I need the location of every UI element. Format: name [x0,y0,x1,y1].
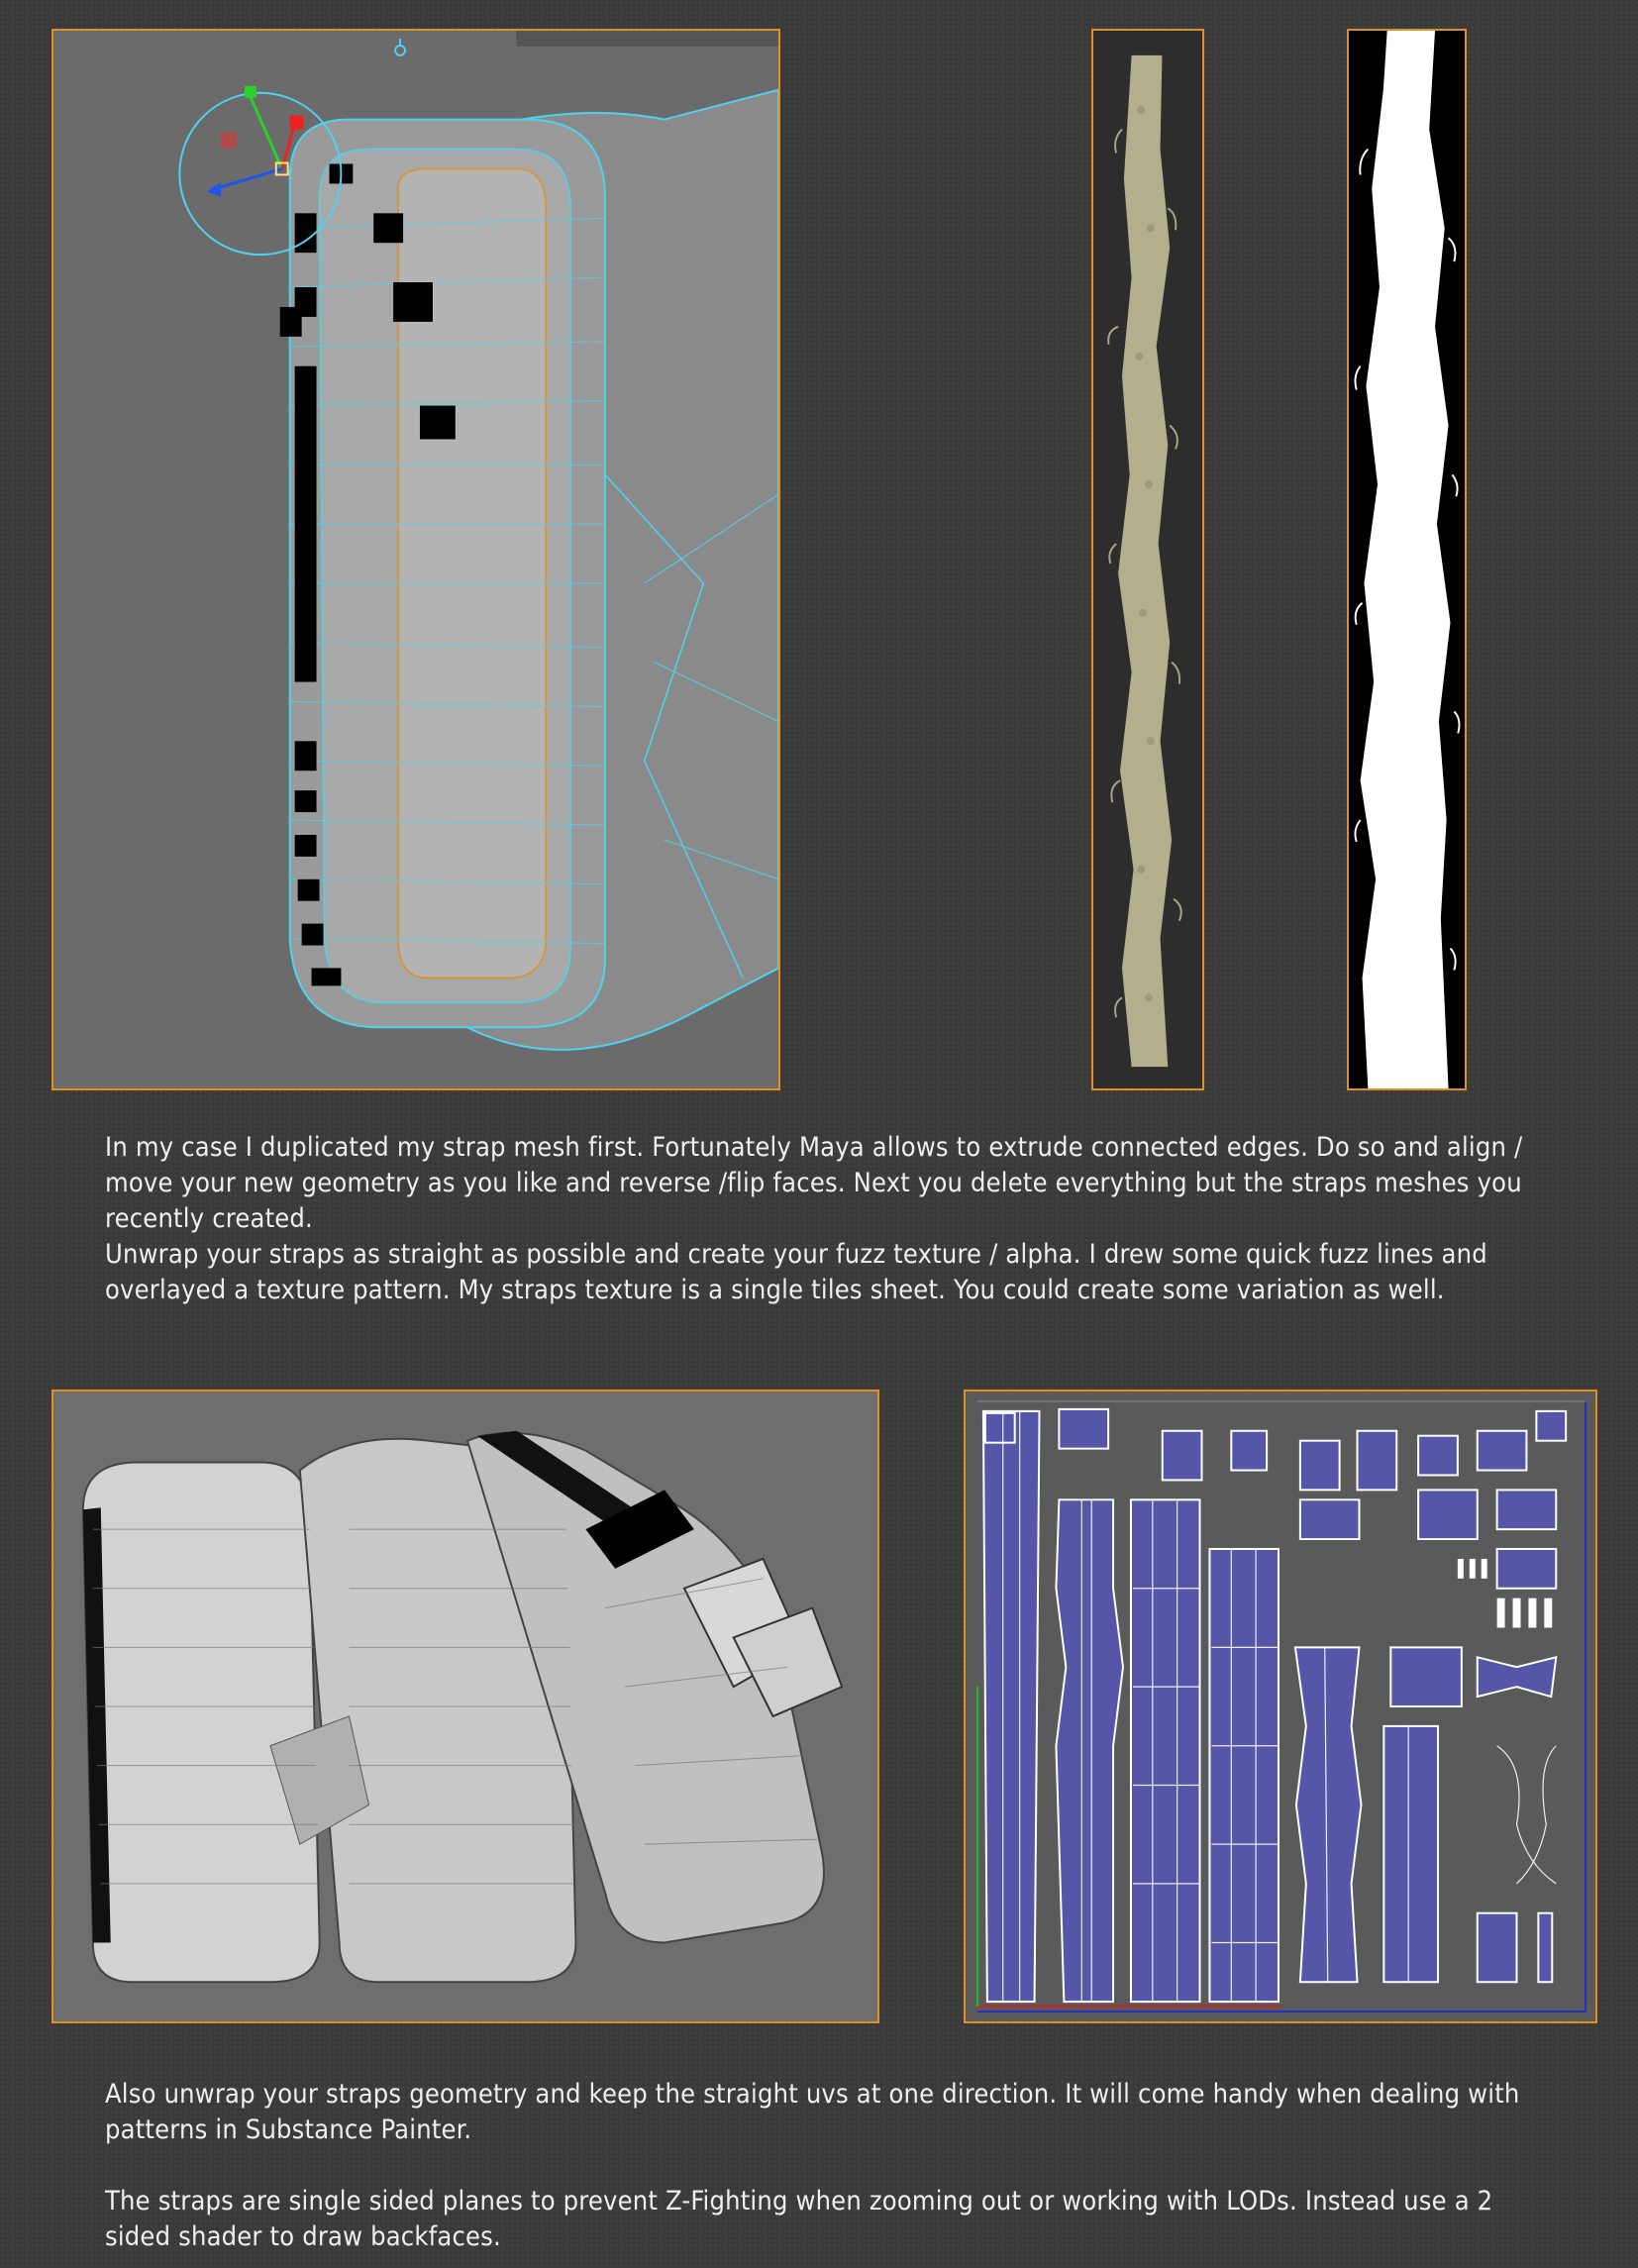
uv-layout-panel [964,1390,1597,2023]
strap-mesh-viewport [53,31,778,1088]
alpha-mask-panel [1347,29,1467,1090]
uv-layout-image [966,1392,1595,2021]
paragraph-duplicate-strap: In my case I duplicated my strap mesh first. Fortunately Maya allows to extrude connected edges. Do so and align / move your new geometry as you like and reverse /flip faces. Next you delete everything but the straps meshes you recently created. [105,1132,1523,1234]
alpha-mask-image [1349,31,1465,1088]
paragraph-unwrap-uvs: Also unwrap your straps geometry and keep the straight uvs at one direction. It will come handy when dealing with patterns in Substance Painter. [105,2079,1520,2145]
strap-geometry-panel [51,1390,879,2023]
fuzz-texture-image [1093,31,1202,1088]
paragraph-unwrap-fuzz: Unwrap your straps as straight as possible and create your fuzz texture / alpha. I drew some quick fuzz lines and overlayed a texture pattern. My straps texture is a single tiles sheet. You could create some variation as well. [105,1239,1487,1305]
paragraph-single-sided-planes: The straps are single sided planes to prevent Z-Fighting when zooming out or working with LODs. Instead use a 2 sided shader to draw backfaces. [105,2186,1493,2252]
maya-viewport-panel [51,29,780,1090]
strap-geometry-render [53,1392,877,2021]
fuzz-texture-panel [1091,29,1204,1090]
